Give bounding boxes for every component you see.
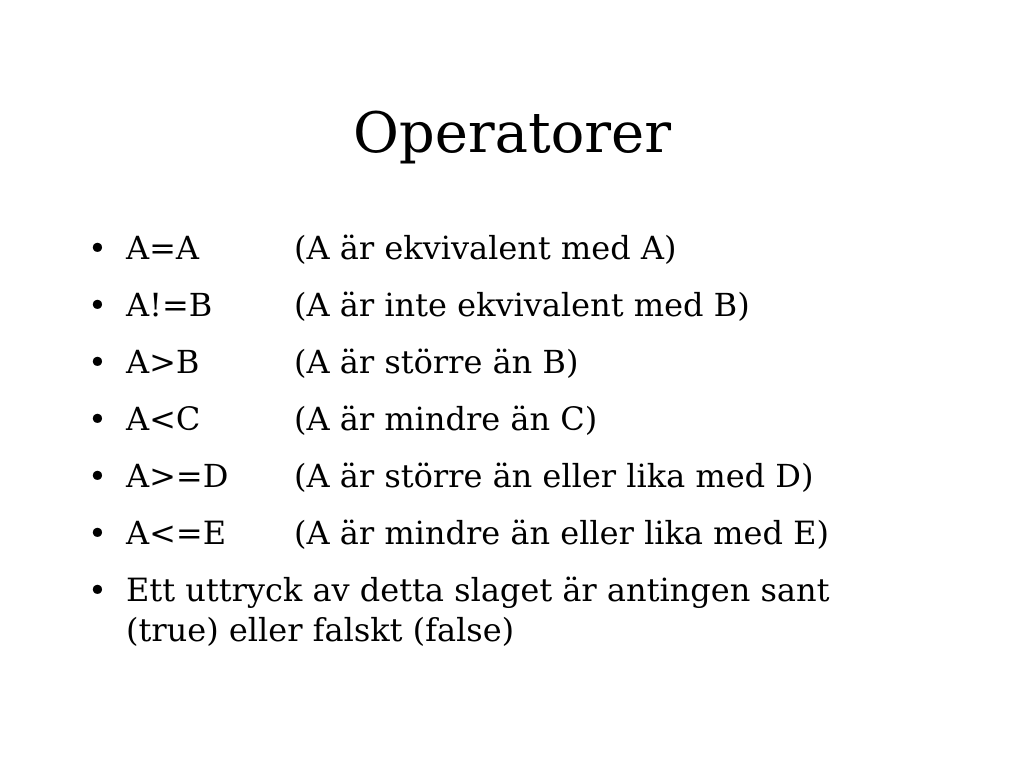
operator-expression: A>=D bbox=[126, 457, 229, 495]
operator-description: (A är mindre än C) bbox=[294, 400, 598, 438]
slide-title: Operatorer bbox=[353, 101, 671, 166]
operator-expression: A>B bbox=[126, 343, 200, 381]
operator-expression: A<C bbox=[126, 400, 201, 438]
bullet-icon: • bbox=[88, 514, 107, 552]
bullet-icon: • bbox=[88, 229, 107, 267]
bullet-icon: • bbox=[88, 343, 107, 381]
bullet-item-greater-equal bbox=[88, 456, 948, 496]
bullet-item-less bbox=[88, 399, 948, 439]
bullet-icon: • bbox=[88, 457, 107, 495]
bullet-list bbox=[88, 228, 948, 667]
bullet-icon: • bbox=[88, 571, 107, 609]
operator-description: (A är mindre än eller lika med E) bbox=[294, 514, 829, 552]
operator-description: (A är ekvivalent med A) bbox=[294, 229, 677, 267]
bullet-item-greater bbox=[88, 342, 948, 382]
operator-description: (A är större än eller lika med D) bbox=[294, 457, 814, 495]
operator-description: (A är större än B) bbox=[294, 343, 579, 381]
bullet-item-equal bbox=[88, 228, 948, 268]
bullet-item-summary bbox=[88, 570, 906, 650]
operator-expression: A!=B bbox=[126, 286, 213, 324]
bullet-item-less-equal bbox=[88, 513, 948, 553]
operator-expression: A=A bbox=[126, 229, 200, 267]
operator-expression: A<=E bbox=[126, 514, 227, 552]
summary-text: Ett uttryck av detta slaget är antingen sant (true) eller falskt (false) bbox=[126, 571, 830, 649]
bullet-icon: • bbox=[88, 400, 107, 438]
bullet-icon: • bbox=[88, 286, 107, 324]
operator-description: (A är inte ekvivalent med B) bbox=[294, 286, 750, 324]
bullet-item-not-equal bbox=[88, 285, 948, 325]
